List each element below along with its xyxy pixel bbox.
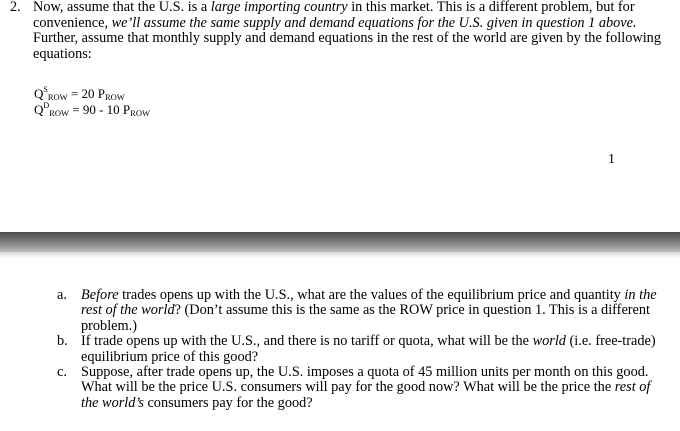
part-c: c. Suppose, after trade opens up, the U.S. imposes a quota of 45 million units per month on this good. What will be the price U.S. consumers will pay for the good now? What will be the price the rest of the world’s consumers pay for the good? xyxy=(57,364,651,411)
sub-questions xyxy=(57,288,657,411)
part-a: a. Before trades opens up with the U.S., what are the values of the equilibrium price and quantity in the rest of the world? (Don’t assume this is the same as the ROW price in question 1. This is a different problem.) xyxy=(57,287,657,334)
q2-text-4-italic: we’ll assume the same supply and demand equations for the U.S. given in question 1 above. xyxy=(111,14,637,31)
question-2-text xyxy=(33,0,670,62)
part-a-label: a. xyxy=(57,287,67,303)
q2-text-3: in this market. This is a different problem, but for convenience, xyxy=(33,0,635,31)
demand-equation: $Q^DROW = 90 - 10$ PROW xyxy=(34,100,150,118)
question-number: 2. xyxy=(10,0,21,15)
supply-equation: $Q^SROW = 20$ PROW xyxy=(34,85,125,102)
part-b-label: b. xyxy=(57,333,68,350)
page-number: 1 xyxy=(608,152,615,167)
q2-text-1: Now, assume that the U.S. is a xyxy=(33,0,211,15)
q2-text-2-italic: large importing country xyxy=(210,0,348,15)
part-b: b. If trade opens up with the U.S., and there is no tariff or quota, what will be the world (i.e. free-trade) equilibrium price of this good? xyxy=(57,333,656,365)
question-2 xyxy=(10,0,670,62)
q2-text-5: Further, assume that monthly supply and demand equations in the rest of the world are given by the following equations: xyxy=(33,30,661,62)
page-break-divider xyxy=(0,232,680,252)
part-c-label: c. xyxy=(57,364,67,381)
page-break-shadow xyxy=(0,252,680,258)
equations-block xyxy=(34,87,150,118)
